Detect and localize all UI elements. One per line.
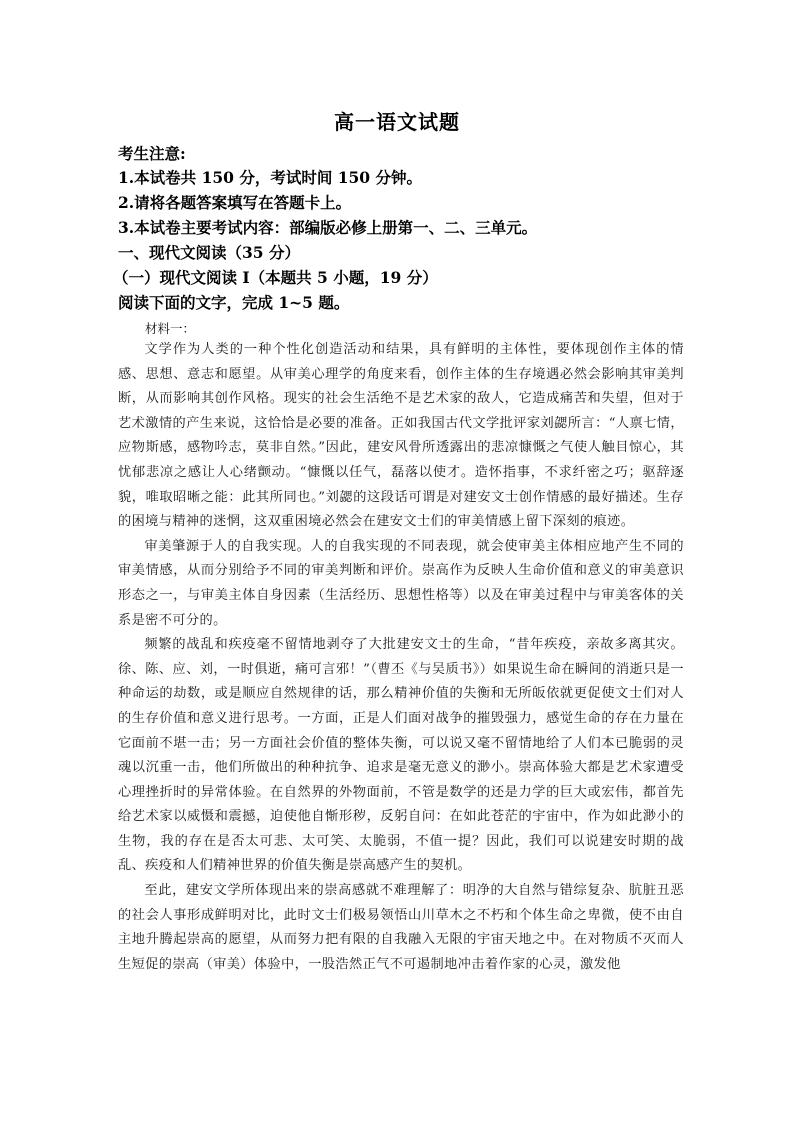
notice-item-3: 3.本试卷主要考试内容：部编版必修上册第一、二、三单元。 <box>118 218 538 237</box>
paragraph: 频繁的战乱和疾疫毫不留情地剥夺了大批建安文士的生命，“昔年疾疫，亲故多离其灾。徐、陈、应、刘，一时俱逝，痛可言邪！”（曹丕《与吴质书》）如果说生命在瞬间的消逝只是一种命运的劫数，或是顺应自然规律的话，那么精神价值的失衡和无所皈依就更促使文士们对人的生存价值和意义进行思考。一方面，正是人们面对战争的摧毁强力，感觉生命的存在力量在它面前不堪一击；另一方面社会价值的整体失衡，可以说又毫不留情地给了人们本已脆弱的灵魂以沉重一击，他们所做出的种种抗争、追求是毫无意义的渺小。崇高体验大都是艺术家遭受心理挫折时的异常体验。在自然界的外物面前，不管是数学的还是力学的巨大或宏伟，都首先给艺术家以威慑和震撼，迫使他自惭形秽，反躬自问：在如此苍茫的宇宙中，作为如此渺小的生物，我的存在是否太可悲、太可笑、太脆弱，不值一提？因此，我们可以说建安时期的战乱、疾疫和人们精神世界的价值失衡是崇高感产生的契机。 <box>118 637 684 874</box>
notice-item-1: 1.本试卷共 150 分，考试时间 150 分钟。 <box>118 168 422 187</box>
section-heading: 一、现代文阅读（35 分） <box>118 243 300 262</box>
paragraph: 至此，建安文学所体现出来的崇高感就不难理解了：明净的大自然与错综复杂、肮脏丑恶的社会人事形成鲜明对比，此时文士们极易领悟山川草木之不朽和个体生命之卑微，使不由自主地升腾起崇高的愿望，从而努力把有限的自我融入无限的宇宙天地之中。在对物质不灭而人生短促的崇高（审美）体验中，一股浩然正气不可遏制地冲击着作家的心灵，激发他 <box>118 883 684 972</box>
material-label: 材料一： <box>145 321 196 336</box>
reading-instruction: 阅读下面的文字，完成 1~5 题。 <box>118 293 350 312</box>
notice-heading: 考生注意: <box>118 144 186 163</box>
paragraph: 审美肇源于人的自我实现。人的自我实现的不同表现，就会使审美主体相应地产生不同的审美情感，从而分别给予不同的审美判断和评价。崇高作为反映人生命价值和意义的审美意识形态之一，与审美主体自身因素（生活经历、思想性格等）以及在审美过程中与审美客体的关系是密不可分的。 <box>118 538 684 628</box>
subsection-heading: （一）现代文阅读 I（本题共 5 小题，19 分） <box>113 268 438 287</box>
page-title: 高一语文试题 <box>334 110 460 134</box>
passage <box>118 338 684 977</box>
paragraph: 文学作为人类的一种个性化创造活动和结果，具有鲜明的主体性，要体现创作主体的情感、思想、意志和愿望。从审美心理学的角度来看，创作主体的生存境遇必然会影响其审美判断，从而影响其创作风格。现实的社会生活绝不是艺术家的敌人，它造成痛苦和失望，但对于艺术激情的产生来说，这恰恰是必要的准备。正如我国古代文学批评家刘勰所言：“人禀七情，应物斯感，感物吟志，莫非自然。”因此，建安风骨所透露出的悲凉慷慨之气使人触目惊心，其忧郁悲凉之感让人心绪颤动。“慷慨以任气，磊落以使才。造怀指事，不求纤密之巧；驱辞逐貌，唯取昭晰之能：此其所同也。”刘勰的这段话可谓是对建安文士创作情感的最好描述。生存的困境与精神的迷惘，这双重困境必然会在建安文士们的审美情感上留下深刻的痕迹。 <box>118 342 684 530</box>
notice-item-2: 2.请将各题答案填写在答题卡上。 <box>118 193 352 212</box>
